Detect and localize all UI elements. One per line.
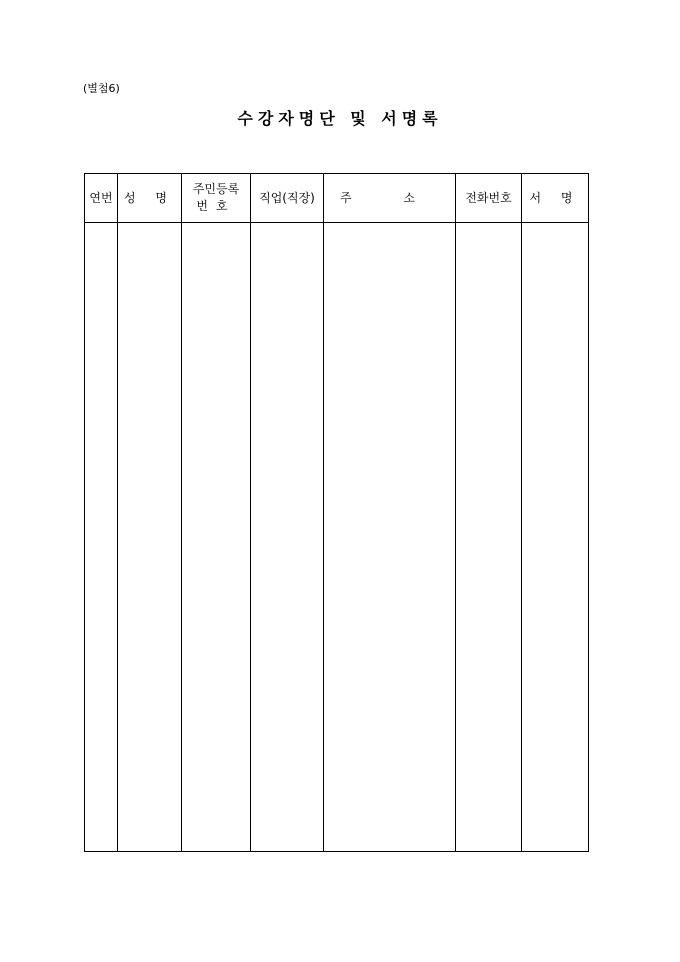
header-name-label: 성 명 (124, 190, 175, 205)
header-phone (456, 174, 522, 223)
header-resident-number-line2: 번호 (196, 199, 236, 213)
attendee-roster-table (84, 173, 589, 852)
header-name (118, 174, 182, 223)
header-signature-label: 서 명 (529, 190, 581, 205)
header-resident-number-line1: 주민등록 (192, 182, 240, 196)
header-resident-number (182, 174, 251, 223)
header-serial (85, 174, 118, 223)
header-row (85, 174, 589, 223)
cell-address (324, 223, 456, 852)
header-serial-label: 연번 (89, 190, 113, 205)
cell-signature (522, 223, 589, 852)
table-row (85, 223, 589, 852)
header-address (324, 174, 456, 223)
header-occupation-label: 직업(직장) (259, 190, 315, 205)
document-title: 수강자명단 및 서명록 (237, 109, 443, 128)
header-signature (522, 174, 589, 223)
header-occupation (251, 174, 324, 223)
cell-serial (85, 223, 118, 852)
cell-resident-number (182, 223, 251, 852)
cell-occupation (251, 223, 324, 852)
cell-name (118, 223, 182, 852)
header-phone-label: 전화번호 (465, 190, 512, 205)
attachment-label: (별첨6) (83, 82, 120, 95)
header-address-label: 주 소 (340, 190, 439, 205)
cell-phone (456, 223, 522, 852)
